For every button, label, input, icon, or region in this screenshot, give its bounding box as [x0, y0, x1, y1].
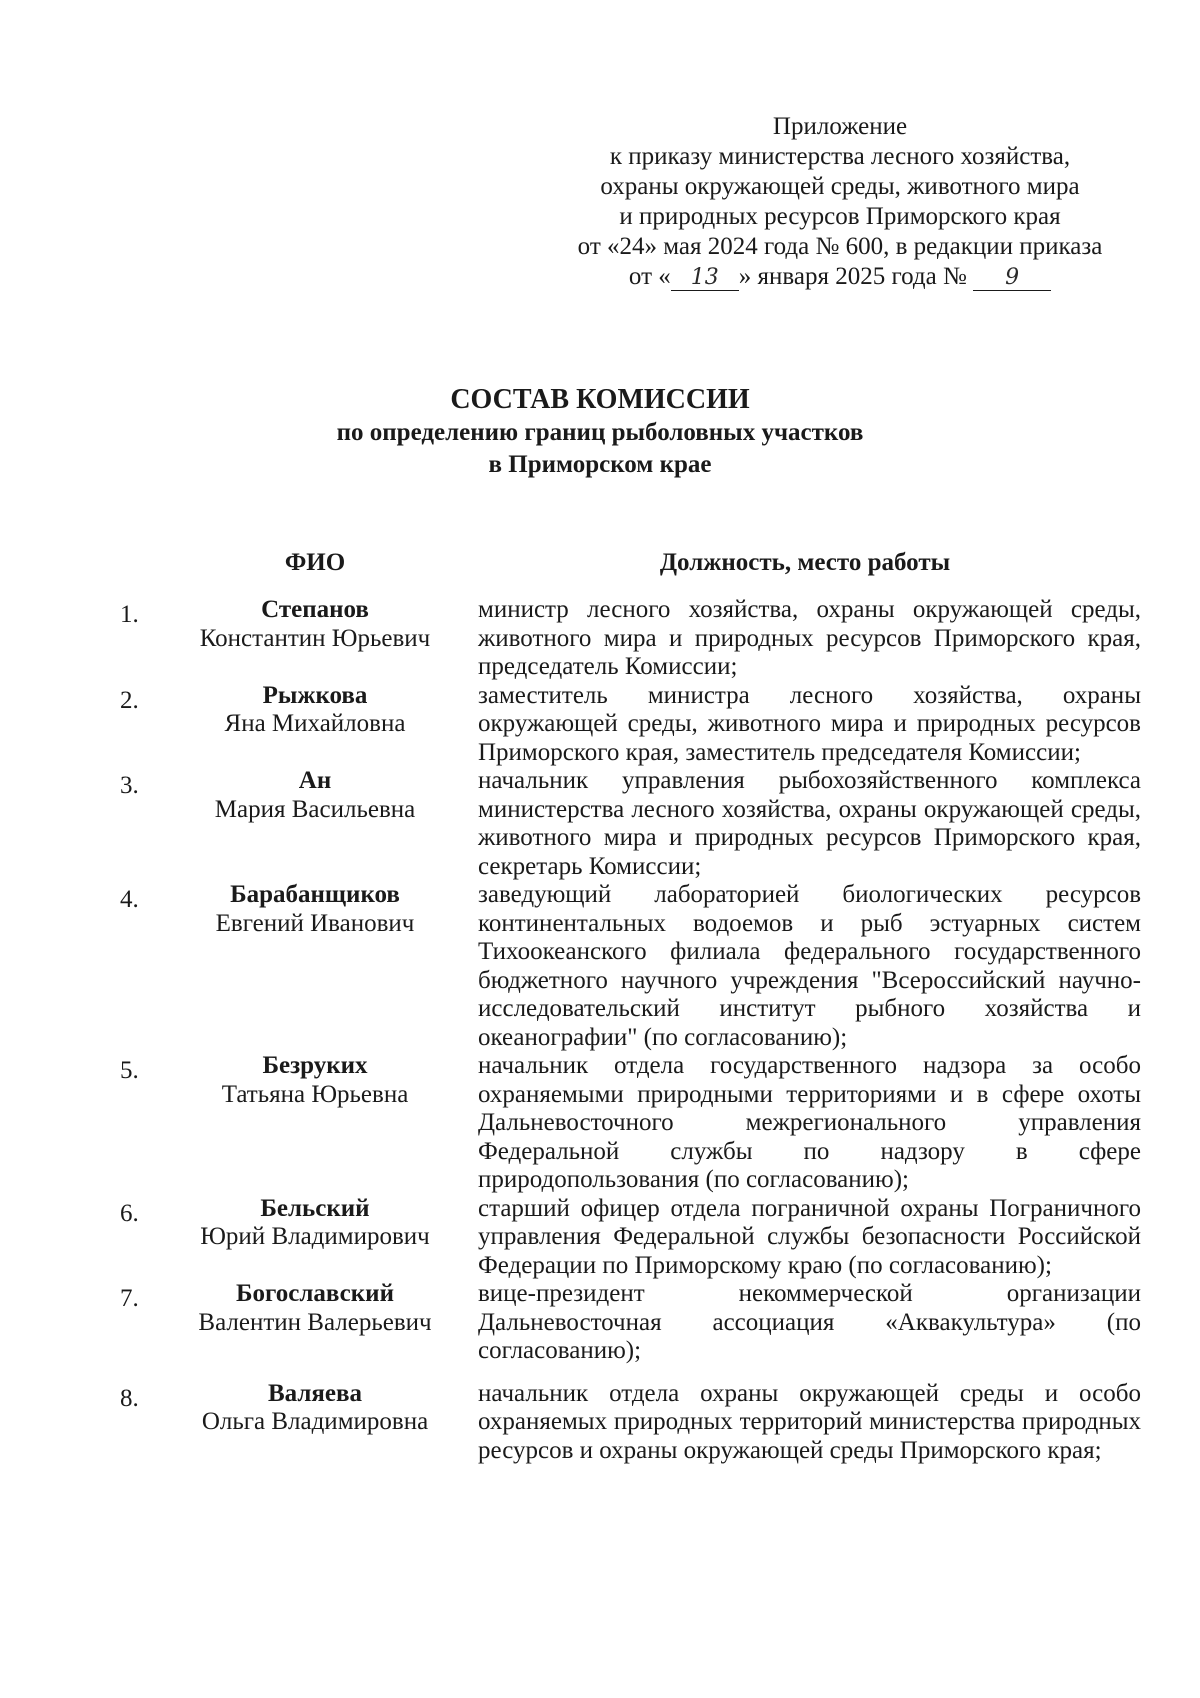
member-number: 3.	[120, 772, 139, 799]
member-number: 4.	[120, 886, 139, 913]
member-position: начальник отдела государственного надзора за особо охраняемыми природными территориями и в сфере охоты Дальневосточного межрегионального управления Федеральной службы по надзору в сфере природопользования (по согласованию);	[478, 1052, 1141, 1193]
member-given-names: Татьяна Юрьевна	[221, 1080, 409, 1108]
title-sub-1: по определению границ рыболовных участков	[336, 419, 864, 446]
handwritten-order-number: 9	[973, 266, 1051, 291]
member-number: 1.	[120, 601, 139, 628]
member-surname: Рыжкова	[262, 681, 368, 709]
member-given-names: Евгений Иванович	[215, 909, 415, 937]
member-surname: Ан	[298, 767, 332, 794]
member-name	[180, 1052, 450, 1109]
member-row	[0, 1052, 1200, 1195]
appendix-line-4: и природных ресурсов Приморского края	[619, 203, 1061, 230]
member-surname: Богославский	[236, 1280, 394, 1307]
member-given-names: Ольга Владимировна	[201, 1408, 429, 1435]
member-given-names: Валентин Валерьевич	[198, 1308, 432, 1336]
member-number: 7.	[120, 1285, 139, 1312]
document-title	[0, 383, 1200, 481]
member-name	[180, 881, 450, 938]
handwritten-day: 13	[671, 266, 739, 291]
member-row	[0, 682, 1200, 768]
member-position: вице-президент некоммерческой организации Дальневосточная ассоциация «Аквакультура» (по согласованию);	[478, 1280, 1141, 1364]
appendix-header	[560, 112, 1120, 292]
member-position: заместитель министра лесного хозяйства, охраны окружающей среды, животного мира и природных ресурсов Приморского края, заместитель председателя Комиссии;	[478, 681, 1141, 766]
member-row	[0, 596, 1200, 682]
appendix-line-5: от «24» мая 2024 года № 600, в редакции приказа	[577, 233, 1103, 260]
appendix-line-3: охраны окружающей среды, животного мира	[600, 173, 1080, 200]
member-name	[180, 596, 450, 653]
member-surname: Бельский	[260, 1194, 370, 1222]
member-position: начальник управления рыбохозяйственного комплекса министерства лесного хозяйства, охраны окружающей среды, животного мира и природных ресурсов Приморского края, секретарь Комиссии;	[478, 767, 1141, 880]
member-position: старший офицер отдела пограничной охраны Пограничного управления Федеральной службы безопасности Российской Федерации по Приморскому краю (по согласованию);	[478, 1194, 1141, 1279]
member-row	[0, 1195, 1200, 1281]
member-row	[0, 881, 1200, 1052]
title-sub-2: в Приморском крае	[488, 451, 712, 478]
member-name	[180, 1380, 450, 1437]
member-number: 5.	[120, 1057, 139, 1084]
title-main: СОСТАВ КОМИССИИ	[450, 384, 750, 415]
member-row	[0, 1280, 1200, 1366]
member-position: министр лесного хозяйства, охраны окружающей среды, животного мира и природных ресурсов Приморского края, председатель Комиссии;	[478, 596, 1141, 680]
members-list	[0, 596, 1200, 1465]
member-number: 8.	[120, 1384, 139, 1412]
member-name	[180, 767, 450, 824]
appendix-line-6-prefix: от «	[628, 263, 671, 290]
member-given-names: Юрий Владимирович	[200, 1223, 430, 1250]
member-row	[0, 767, 1200, 881]
appendix-line-6	[560, 262, 1120, 292]
member-number: 2.	[120, 686, 139, 714]
appendix-line-6-middle: » января 2025 года №	[738, 263, 967, 290]
member-row	[0, 1380, 1200, 1466]
appendix-line-2: к приказу министерства лесного хозяйства,	[609, 143, 1071, 170]
appendix-line-1: Приложение	[772, 113, 908, 140]
member-name	[180, 682, 450, 739]
column-header-position: Должность, место работы	[659, 549, 951, 576]
member-given-names: Яна Михайловна	[224, 710, 406, 737]
member-number: 6.	[120, 1199, 139, 1227]
member-surname: Валяева	[267, 1379, 363, 1407]
member-name	[180, 1280, 450, 1337]
member-position: заведующий лабораторией биологических ресурсов континентальных водоемов и рыб эстуарных систем Тихоокеанского филиала федерального государственного бюджетного научного учреждения "Всероссийский научно-исследовательский институт рыбного хозяйства и океанографии" (по согласованию);	[478, 881, 1141, 1051]
member-given-names: Мария Васильевна	[214, 795, 416, 823]
member-surname: Безруких	[262, 1052, 368, 1079]
member-given-names: Константин Юрьевич	[199, 624, 431, 652]
member-surname: Барабанщиков	[230, 881, 400, 908]
member-position: начальник отдела охраны окружающей среды и особо охраняемых природных территорий министерства природных ресурсов и охраны окружающей среды Приморского края;	[478, 1379, 1141, 1464]
member-name	[180, 1195, 450, 1252]
member-surname: Степанов	[261, 596, 369, 623]
column-header-fio: ФИО	[284, 549, 346, 576]
